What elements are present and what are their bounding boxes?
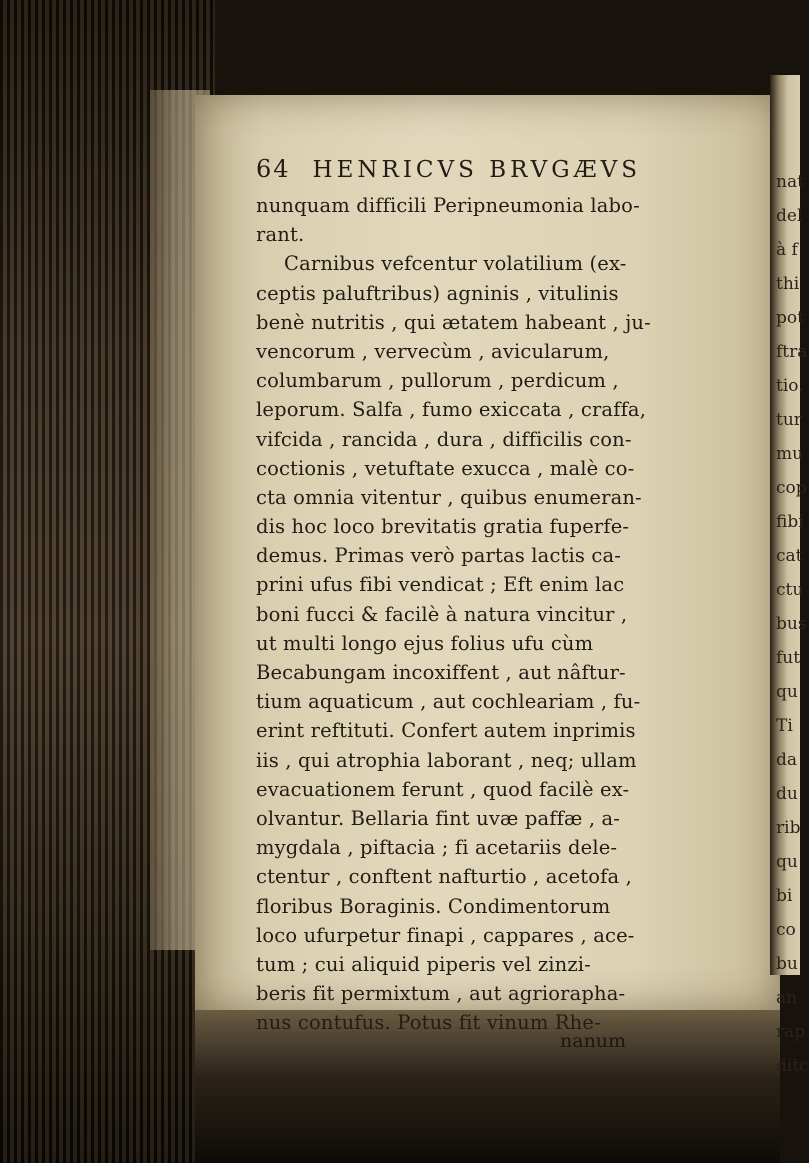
facing-page-fragment: ditc <box>776 1056 809 1076</box>
facing-page-fragment: bu <box>776 954 798 974</box>
text-line: demus. Primas verò partas lactis ca- <box>256 544 621 568</box>
text-line: nunquam difficili Peripneumonia labo- <box>256 194 640 217</box>
text-line: iis , qui atrophia laborant , neq; ullam <box>256 748 637 772</box>
text-line: ceptis paluftribus) agninis , vitulinis <box>256 281 619 305</box>
text-line: evacuationem ferunt , quod facilè ex- <box>256 777 630 801</box>
facing-page-fragment: tur <box>776 410 802 430</box>
facing-page-fragment: co <box>776 920 796 940</box>
facing-page-fragment: ctu <box>776 580 804 600</box>
text-line: vifcida , rancida , dura , difficilis con- <box>256 427 632 451</box>
text-line: leporum. Salfa , fumo exiccata , craffa, <box>256 398 647 422</box>
text-line: Carnibus vefcentur volatilium (ex- <box>284 252 627 276</box>
facing-page-fragment: bi <box>776 886 793 906</box>
text-line: Becabungam incoxiffent , aut nâftur- <box>256 661 626 684</box>
facing-page-fragment: nat <box>776 172 804 192</box>
facing-page-fragment: bus <box>776 614 807 634</box>
body-text <box>256 191 676 1037</box>
facing-page-fragment: pot <box>776 308 804 328</box>
facing-page-fragment: fut <box>776 648 801 668</box>
facing-page-fragment: Ti <box>776 716 793 736</box>
text-line: rant. <box>256 223 305 247</box>
facing-page-fragments <box>776 165 809 1083</box>
text-line: prini ufus fibi vendicat ; Eft enim lac <box>256 573 625 597</box>
text-line: vencorum , vervecùm , avicularum, <box>256 339 610 363</box>
text-line: floribus Boraginis. Condimentorum <box>256 894 611 918</box>
text-line: benè nutritis , qui ætatem habeant , ju- <box>256 310 651 334</box>
text-line: beris fit permixtum , aut agriorapha- <box>256 982 626 1006</box>
text-line: tium aquaticum , aut cochleariam , fu- <box>256 690 641 714</box>
facing-page-fragment: cat <box>776 546 803 566</box>
facing-page-fragment: an <box>776 988 798 1008</box>
text-line: tum ; cui aliquid piperis vel zinzi- <box>256 952 591 976</box>
text-line: mygdala , piftacia ; fi acetariis dele- <box>256 836 618 860</box>
facing-page-fragment: cop <box>776 478 807 498</box>
facing-page-fragment: rap <box>776 1022 806 1042</box>
text-line: coctionis , vetuftate exucca , malè co- <box>256 456 635 480</box>
text-line: cta omnia vitentur , quibus enumeran- <box>256 485 642 509</box>
page-header <box>256 155 676 187</box>
text-line: olvantur. Bellaria fint uvæ paffæ , a- <box>256 806 621 830</box>
page-number: 64 <box>256 155 291 183</box>
facing-page-fragment: fibi <box>776 512 804 532</box>
text-line: dis hoc loco brevitatis gratia fuperfe- <box>256 515 630 539</box>
facing-page-fragment: mu <box>776 444 804 464</box>
text-line: boni fucci & facilè à natura vincitur , <box>256 602 628 626</box>
facing-page-fragment: rib <box>776 818 801 838</box>
catchword: nanum <box>560 1030 627 1052</box>
text-line: erint reftituti. Confert autem inprimis <box>256 719 636 743</box>
running-title: HENRICVS BRVGÆVS <box>312 157 641 183</box>
facing-page-fragment: qu <box>776 682 798 702</box>
facing-page-fragment: qu <box>776 852 798 872</box>
facing-page-fragment: thi <box>776 274 800 294</box>
text-line: nus contufus. Potus fit vinum Rhe- <box>256 1011 601 1035</box>
facing-page-fragment: tio. <box>776 376 804 396</box>
facing-page-fragment: del <box>776 206 803 226</box>
text-line: loco ufurpetur finapi , cappares , ace- <box>256 923 635 947</box>
facing-page-fragment: du <box>776 784 798 804</box>
facing-page-fragment: à f <box>776 240 798 260</box>
text-line: columbarum , pullorum , perdicum , <box>256 369 619 393</box>
facing-page-fragment: ftra <box>776 342 808 362</box>
facing-page-fragment: da <box>776 750 798 770</box>
text-line: ctentur , conftent nafturtio , acetofa , <box>256 865 633 889</box>
page-text-block <box>256 155 676 1037</box>
text-line: ut multi longo ejus folius ufu cùm <box>256 631 594 655</box>
